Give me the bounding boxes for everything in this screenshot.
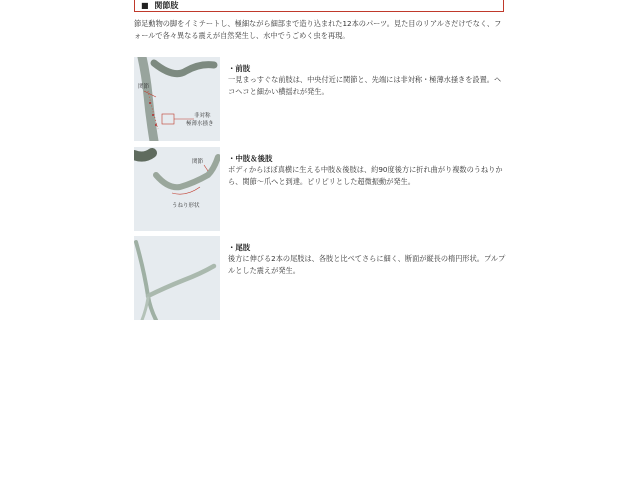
label-asymmetric: 非対称: [194, 113, 211, 119]
label-wave-shape: うねり形状: [172, 203, 200, 209]
section-front-leg: [134, 57, 506, 143]
tail-leg-image: [134, 236, 220, 320]
front-leg-image: [134, 57, 220, 141]
section-header-title: 関節肢: [154, 1, 179, 10]
section-tail-leg: [134, 236, 506, 322]
section-body: 後方に伸びる2本の尾肢は、各肢と比べてさらに細く、断面が縦長の楕円形状。プルプルとした震えが発生。: [228, 254, 506, 275]
square-bullet-icon: ■: [141, 1, 149, 10]
section-middle-hind-leg: [134, 147, 506, 233]
section-title: ・前肢: [228, 64, 251, 73]
section-title: ・中肢＆後肢: [228, 154, 273, 163]
section-title: ・尾肢: [228, 243, 251, 252]
section-body: ボディからほぼ真横に生える中肢＆後肢は、約90度後方に折れ曲がり複数のうねりから、関節〜爪へと到達。ピリピリとした超微振動が発生。: [228, 165, 503, 186]
intro-text: 節足動物の脚をイミテートし、極細ながら細部まで造り込まれた12本のパーツ。見た目のリアルさだけでなく、フォールで各々異なる震えが自然発生し、水中でうごめく虫を再現。: [134, 19, 502, 40]
label-joint: 関節: [192, 159, 204, 165]
label-joint: 関節: [138, 84, 150, 90]
section-header: [134, 0, 504, 12]
label-thin-web: 極薄水掻き: [186, 121, 214, 127]
middle-hind-leg-image: [134, 147, 220, 231]
section-body: 一見まっすぐな前肢は、中央付近に関節と、先端には非対称・極薄水掻きを設置。ヘコヘコと細かい横揺れが発生。: [228, 75, 502, 96]
